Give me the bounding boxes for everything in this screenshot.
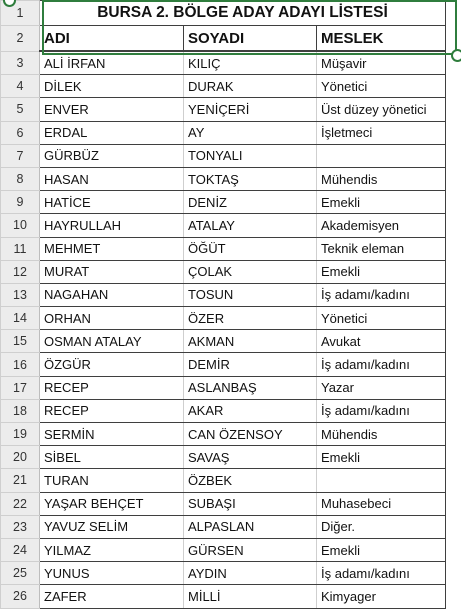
cell-meslek[interactable]: Mühendis bbox=[317, 423, 446, 446]
cell-adi[interactable]: OSMAN ATALAY bbox=[40, 330, 184, 353]
cell-adi[interactable]: NAGAHAN bbox=[40, 283, 184, 306]
cell-soyadi[interactable]: TOSUN bbox=[184, 283, 317, 306]
cell-soyadi[interactable]: AKMAN bbox=[184, 330, 317, 353]
cell-soyadi[interactable]: ASLANBAŞ bbox=[184, 376, 317, 399]
cell-soyadi[interactable]: AY bbox=[184, 121, 317, 144]
cell-meslek[interactable]: Yönetici bbox=[317, 307, 446, 330]
table-row bbox=[1, 283, 446, 306]
table-row bbox=[1, 376, 446, 399]
row-header[interactable]: 12 bbox=[1, 260, 40, 283]
table-row bbox=[1, 538, 446, 561]
cell-adi[interactable]: HATİCE bbox=[40, 191, 184, 214]
cell-adi[interactable]: RECEP bbox=[40, 399, 184, 422]
cell-soyadi[interactable]: ÖĞÜT bbox=[184, 237, 317, 260]
row-header[interactable]: 14 bbox=[1, 307, 40, 330]
cell-soyadi[interactable]: KILIÇ bbox=[184, 51, 317, 75]
selection-handle-bottom-right[interactable] bbox=[451, 49, 461, 62]
table-row bbox=[1, 214, 446, 237]
row-header[interactable]: 2 bbox=[1, 26, 40, 52]
cell-meslek[interactable]: Mühendis bbox=[317, 167, 446, 190]
cell-soyadi[interactable]: MİLLİ bbox=[184, 585, 317, 608]
row-header[interactable]: 16 bbox=[1, 353, 40, 376]
cell-adi[interactable]: HASAN bbox=[40, 167, 184, 190]
cell-meslek[interactable]: Üst düzey yönetici bbox=[317, 98, 446, 121]
cell-adi[interactable]: ORHAN bbox=[40, 307, 184, 330]
cell-adi[interactable]: ERDAL bbox=[40, 121, 184, 144]
cell-soyadi[interactable]: TONYALI bbox=[184, 144, 317, 167]
cell-meslek[interactable]: İşletmeci bbox=[317, 121, 446, 144]
row-header[interactable]: 15 bbox=[1, 330, 40, 353]
column-header-meslek[interactable]: MESLEK bbox=[317, 26, 446, 52]
row-header[interactable]: 9 bbox=[1, 191, 40, 214]
cell-meslek[interactable]: Emekli bbox=[317, 538, 446, 561]
column-header-soyadi[interactable]: SOYADI bbox=[184, 26, 317, 52]
cell-soyadi[interactable]: GÜRSEN bbox=[184, 538, 317, 561]
cell-soyadi[interactable]: YENİÇERİ bbox=[184, 98, 317, 121]
cell-adi[interactable]: HAYRULLAH bbox=[40, 214, 184, 237]
table-row bbox=[1, 98, 446, 121]
cell-adi[interactable]: DİLEK bbox=[40, 75, 184, 98]
table-row bbox=[1, 423, 446, 446]
row-header[interactable]: 3 bbox=[1, 51, 40, 75]
cell-meslek[interactable]: Teknik eleman bbox=[317, 237, 446, 260]
cell-meslek[interactable]: Diğer. bbox=[317, 515, 446, 538]
cell-adi[interactable]: MEHMET bbox=[40, 237, 184, 260]
cell-adi[interactable]: ENVER bbox=[40, 98, 184, 121]
row-header[interactable]: 13 bbox=[1, 283, 40, 306]
cell-meslek[interactable]: Avukat bbox=[317, 330, 446, 353]
table-row bbox=[1, 353, 446, 376]
table-row bbox=[1, 307, 446, 330]
table-row bbox=[1, 144, 446, 167]
cell-meslek[interactable]: Emekli bbox=[317, 191, 446, 214]
row-header[interactable]: 1 bbox=[1, 1, 40, 26]
cell-meslek[interactable]: İş adamı/kadını bbox=[317, 399, 446, 422]
row-header[interactable]: 10 bbox=[1, 214, 40, 237]
table-row bbox=[1, 191, 446, 214]
row-header[interactable]: 6 bbox=[1, 121, 40, 144]
table-row bbox=[1, 75, 446, 98]
table-row bbox=[1, 260, 446, 283]
table-row bbox=[1, 121, 446, 144]
title-row bbox=[1, 1, 446, 26]
cell-adi[interactable]: TURAN bbox=[40, 469, 184, 492]
cell-adi[interactable]: YUNUS bbox=[40, 562, 184, 585]
cell-adi[interactable]: YAVUZ SELİM bbox=[40, 515, 184, 538]
cell-adi[interactable]: ALİ İRFAN bbox=[40, 51, 184, 75]
table-row bbox=[1, 469, 446, 492]
cell-adi[interactable]: MURAT bbox=[40, 260, 184, 283]
table-row bbox=[1, 446, 446, 469]
cell-adi[interactable]: GÜRBÜZ bbox=[40, 144, 184, 167]
table-row bbox=[1, 51, 446, 75]
cell-meslek[interactable]: Emekli bbox=[317, 446, 446, 469]
cell-adi[interactable]: RECEP bbox=[40, 376, 184, 399]
cell-adi[interactable]: ÖZGÜR bbox=[40, 353, 184, 376]
cell-soyadi[interactable]: ÇOLAK bbox=[184, 260, 317, 283]
cell-meslek[interactable]: Müşavir bbox=[317, 51, 446, 75]
table-row bbox=[1, 167, 446, 190]
row-header[interactable]: 22 bbox=[1, 492, 40, 515]
cell-meslek[interactable]: Yazar bbox=[317, 376, 446, 399]
cell-soyadi[interactable]: DURAK bbox=[184, 75, 317, 98]
row-header[interactable]: 25 bbox=[1, 562, 40, 585]
cell-soyadi[interactable]: CAN ÖZENSOY bbox=[184, 423, 317, 446]
cell-meslek[interactable] bbox=[317, 469, 446, 492]
cell-soyadi[interactable]: DENİZ bbox=[184, 191, 317, 214]
cell-soyadi[interactable]: ALPASLAN bbox=[184, 515, 317, 538]
cell-adi[interactable]: SİBEL bbox=[40, 446, 184, 469]
cell-soyadi[interactable]: SUBAŞI bbox=[184, 492, 317, 515]
row-header[interactable]: 21 bbox=[1, 469, 40, 492]
row-header[interactable]: 20 bbox=[1, 446, 40, 469]
cell-soyadi[interactable]: SAVAŞ bbox=[184, 446, 317, 469]
row-header[interactable]: 7 bbox=[1, 144, 40, 167]
cell-meslek[interactable]: Emekli bbox=[317, 260, 446, 283]
table-row bbox=[1, 585, 446, 608]
row-header[interactable]: 26 bbox=[1, 585, 40, 608]
cell-soyadi[interactable]: AYDIN bbox=[184, 562, 317, 585]
cell-adi[interactable]: YILMAZ bbox=[40, 538, 184, 561]
cell-soyadi[interactable]: AKAR bbox=[184, 399, 317, 422]
table-row bbox=[1, 562, 446, 585]
sheet-title-cell[interactable]: BURSA 2. BÖLGE ADAY ADAYI LİSTESİ bbox=[40, 1, 446, 26]
cell-soyadi[interactable]: ÖZER bbox=[184, 307, 317, 330]
cell-meslek[interactable]: İş adamı/kadını bbox=[317, 353, 446, 376]
cell-soyadi[interactable]: TOKTAŞ bbox=[184, 167, 317, 190]
cell-meslek[interactable] bbox=[317, 144, 446, 167]
row-header[interactable]: 19 bbox=[1, 423, 40, 446]
cell-meslek[interactable]: Yönetici bbox=[317, 75, 446, 98]
table-row bbox=[1, 515, 446, 538]
row-header[interactable]: 8 bbox=[1, 167, 40, 190]
cell-adi[interactable]: ZAFER bbox=[40, 585, 184, 608]
cell-soyadi[interactable]: ÖZBEK bbox=[184, 469, 317, 492]
row-header[interactable]: 24 bbox=[1, 538, 40, 561]
cell-meslek[interactable]: Akademisyen bbox=[317, 214, 446, 237]
table-row bbox=[1, 237, 446, 260]
row-header[interactable]: 4 bbox=[1, 75, 40, 98]
cell-meslek[interactable]: Kimyager bbox=[317, 585, 446, 608]
row-header[interactable]: 18 bbox=[1, 399, 40, 422]
header-row bbox=[1, 26, 446, 52]
cell-soyadi[interactable]: DEMİR bbox=[184, 353, 317, 376]
cell-soyadi[interactable]: ATALAY bbox=[184, 214, 317, 237]
cell-adi[interactable]: SERMİN bbox=[40, 423, 184, 446]
row-header[interactable]: 11 bbox=[1, 237, 40, 260]
cell-adi[interactable]: YAŞAR BEHÇET bbox=[40, 492, 184, 515]
table-row bbox=[1, 492, 446, 515]
table-row bbox=[1, 399, 446, 422]
cell-meslek[interactable]: Muhasebeci bbox=[317, 492, 446, 515]
row-header[interactable]: 5 bbox=[1, 98, 40, 121]
cell-meslek[interactable]: İş adamı/kadını bbox=[317, 562, 446, 585]
table-row bbox=[1, 330, 446, 353]
row-header[interactable]: 17 bbox=[1, 376, 40, 399]
row-header[interactable]: 23 bbox=[1, 515, 40, 538]
column-header-adi[interactable]: ADI bbox=[40, 26, 184, 52]
cell-meslek[interactable]: İş adamı/kadını bbox=[317, 283, 446, 306]
